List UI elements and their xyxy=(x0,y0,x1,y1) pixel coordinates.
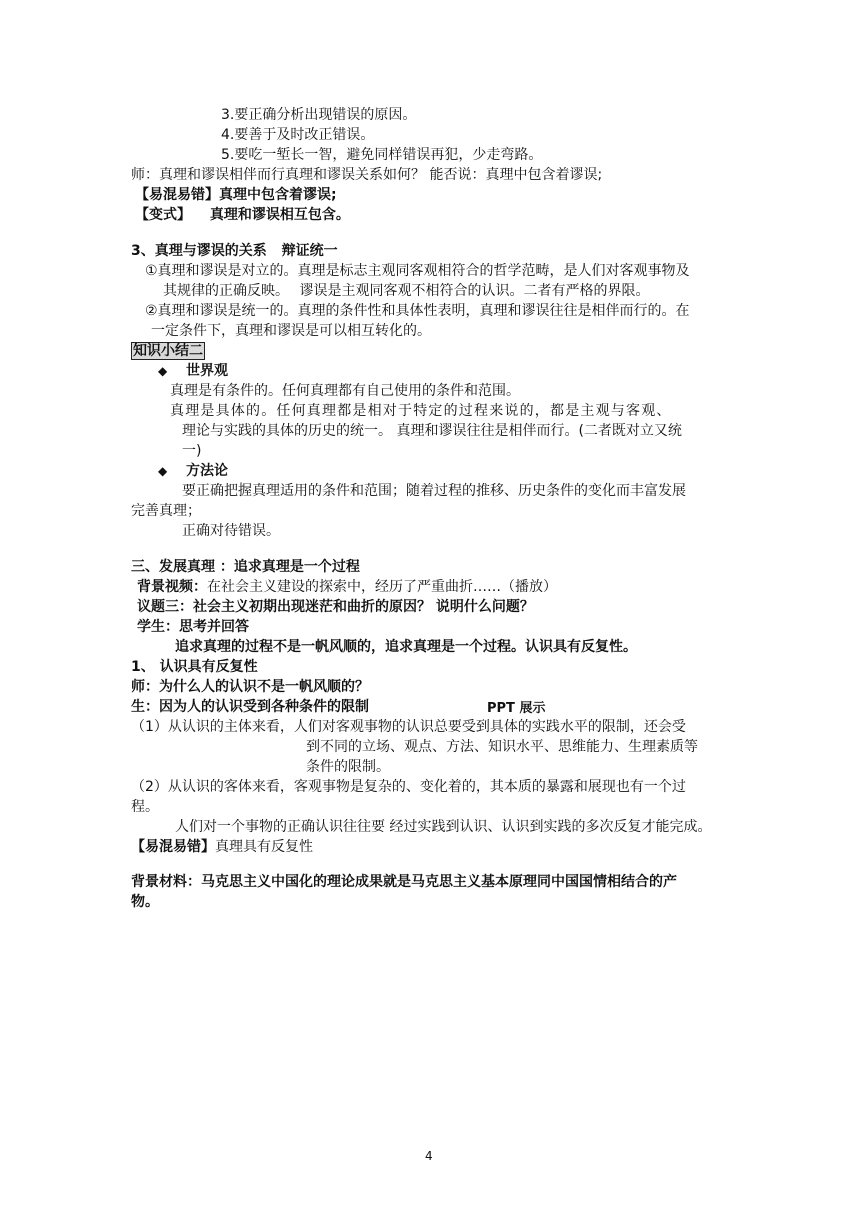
list-item-3: 3.要正确分析出现错误的原因。 xyxy=(221,107,417,123)
student-answer: 生：因为人的认识受到各种条件的限制 xyxy=(131,699,369,715)
list-item-5: 5.要吃一堑长一智，避免同样错误再犯，少走弯路。 xyxy=(221,147,543,163)
background-material-line2: 物。 xyxy=(131,894,159,910)
method-line1: 要正确把握真理适用的条件和范围；随着过程的推移、历史条件的变化而丰富发展 xyxy=(182,483,686,499)
reason1-line3: 条件的限制。 xyxy=(306,759,390,775)
reason1-line1: （1）从认识的主体来看，人们对客观事物的认识总要受到具体的实践水平的限制，还会受 xyxy=(131,719,686,735)
subsection-1-title: 1、 认识具有反复性 xyxy=(131,659,258,675)
reason-final: 人们对一个事物的正确认识往往要 经过实践到认识、认识到实践的多次反复才能完成。 xyxy=(175,819,712,835)
confuse-note-2-label: 【易混易错】 xyxy=(131,839,215,855)
section-3-title: 3、真理与谬误的关系 辩证统一 xyxy=(131,243,338,259)
variant-note: 【变式】 真理和谬误相互包含。 xyxy=(135,207,350,223)
reason2-line1: （2）从认识的客体来看，客观事物是复杂的、变化着的，其本质的暴露和展现也有一个过 xyxy=(131,779,686,795)
worldview-line1: 真理是有条件的。任何真理都有自己使用的条件和范围。 xyxy=(170,383,520,399)
method-title: 方法论 xyxy=(186,463,228,479)
confuse-note-2-text: 真理具有反复性 xyxy=(215,839,313,855)
worldview-title: 世界观 xyxy=(186,363,228,379)
worldview-heading xyxy=(158,361,228,381)
sec3-para2-line2: 一定条件下，真理和谬误是可以相互转化的。 xyxy=(151,323,431,339)
diamond-bullet-icon: ◆ xyxy=(158,464,168,478)
student-line: 学生：思考并回答 xyxy=(137,619,249,635)
sec3-para2-line1: ②真理和谬误是统一的。真理的条件性和具体性表明，真理和谬误往往是相伴而行的。在 xyxy=(145,303,690,319)
diamond-bullet-icon: ◆ xyxy=(158,364,168,378)
worldview-line4: 一) xyxy=(182,443,202,459)
method-line3: 正确对待错误。 xyxy=(182,523,280,539)
background-video xyxy=(137,577,557,597)
summary-label: 知识小结二 xyxy=(133,343,203,359)
confuse-note-2 xyxy=(131,837,313,857)
method-heading xyxy=(158,461,228,481)
reason1-line2: 到不同的立场、观点、方法、知识水平、思维能力、生理素质等 xyxy=(306,739,698,755)
worldview-line2: 真理是具体的。任何真理都是相对于特定的过程来说的，都是主观与客观、 xyxy=(170,403,672,419)
background-video-text: 在社会主义建设的探索中，经历了严重曲折……（播放） xyxy=(207,579,557,595)
confuse-note-1: 【易混易错】真理中包含着谬误; xyxy=(135,187,337,203)
page-number: 4 xyxy=(425,1149,433,1163)
ppt-label: PPT 展示 xyxy=(487,701,546,716)
list-item-4: 4.要善于及时改正错误。 xyxy=(221,127,375,143)
background-material-line1: 背景材料：马克思主义中国化的理论成果就是马克思主义基本原理同中国国情相结合的产 xyxy=(131,874,677,890)
teacher-question-1: 师：真理和谬误相伴而行真理和谬误关系如何？ 能否说：真理中包含着谬误; xyxy=(131,167,603,183)
sec3-para1-line2: 其规律的正确反映。 谬误是主观同客观不相符合的认识。二者有严格的界限。 xyxy=(163,283,650,299)
conclusion-line: 追求真理的过程不是一帆风顺的，追求真理是一个过程。认识具有反复性。 xyxy=(175,639,637,655)
reason2-line2: 程。 xyxy=(131,799,159,815)
summary-box xyxy=(131,341,205,361)
teacher-question-2: 师：为什么人的认识不是一帆风顺的？ xyxy=(131,679,369,695)
part-3-title: 三、发展真理 ：追求真理是一个过程 xyxy=(131,559,360,575)
sec3-para1-line1: ①真理和谬误是对立的。真理是标志主观同客观相符合的哲学范畴，是人们对客观事物及 xyxy=(145,263,690,279)
worldview-line3: 理论与实践的具体的历史的统一。 真理和谬误往往是相伴而行。(二者既对立又统 xyxy=(182,423,682,439)
method-line2: 完善真理； xyxy=(131,503,201,519)
background-video-label: 背景视频： xyxy=(137,579,207,595)
topic-3: 议题三：社会主义初期出现迷茫和曲折的原因？ 说明什么问题？ xyxy=(137,599,534,615)
